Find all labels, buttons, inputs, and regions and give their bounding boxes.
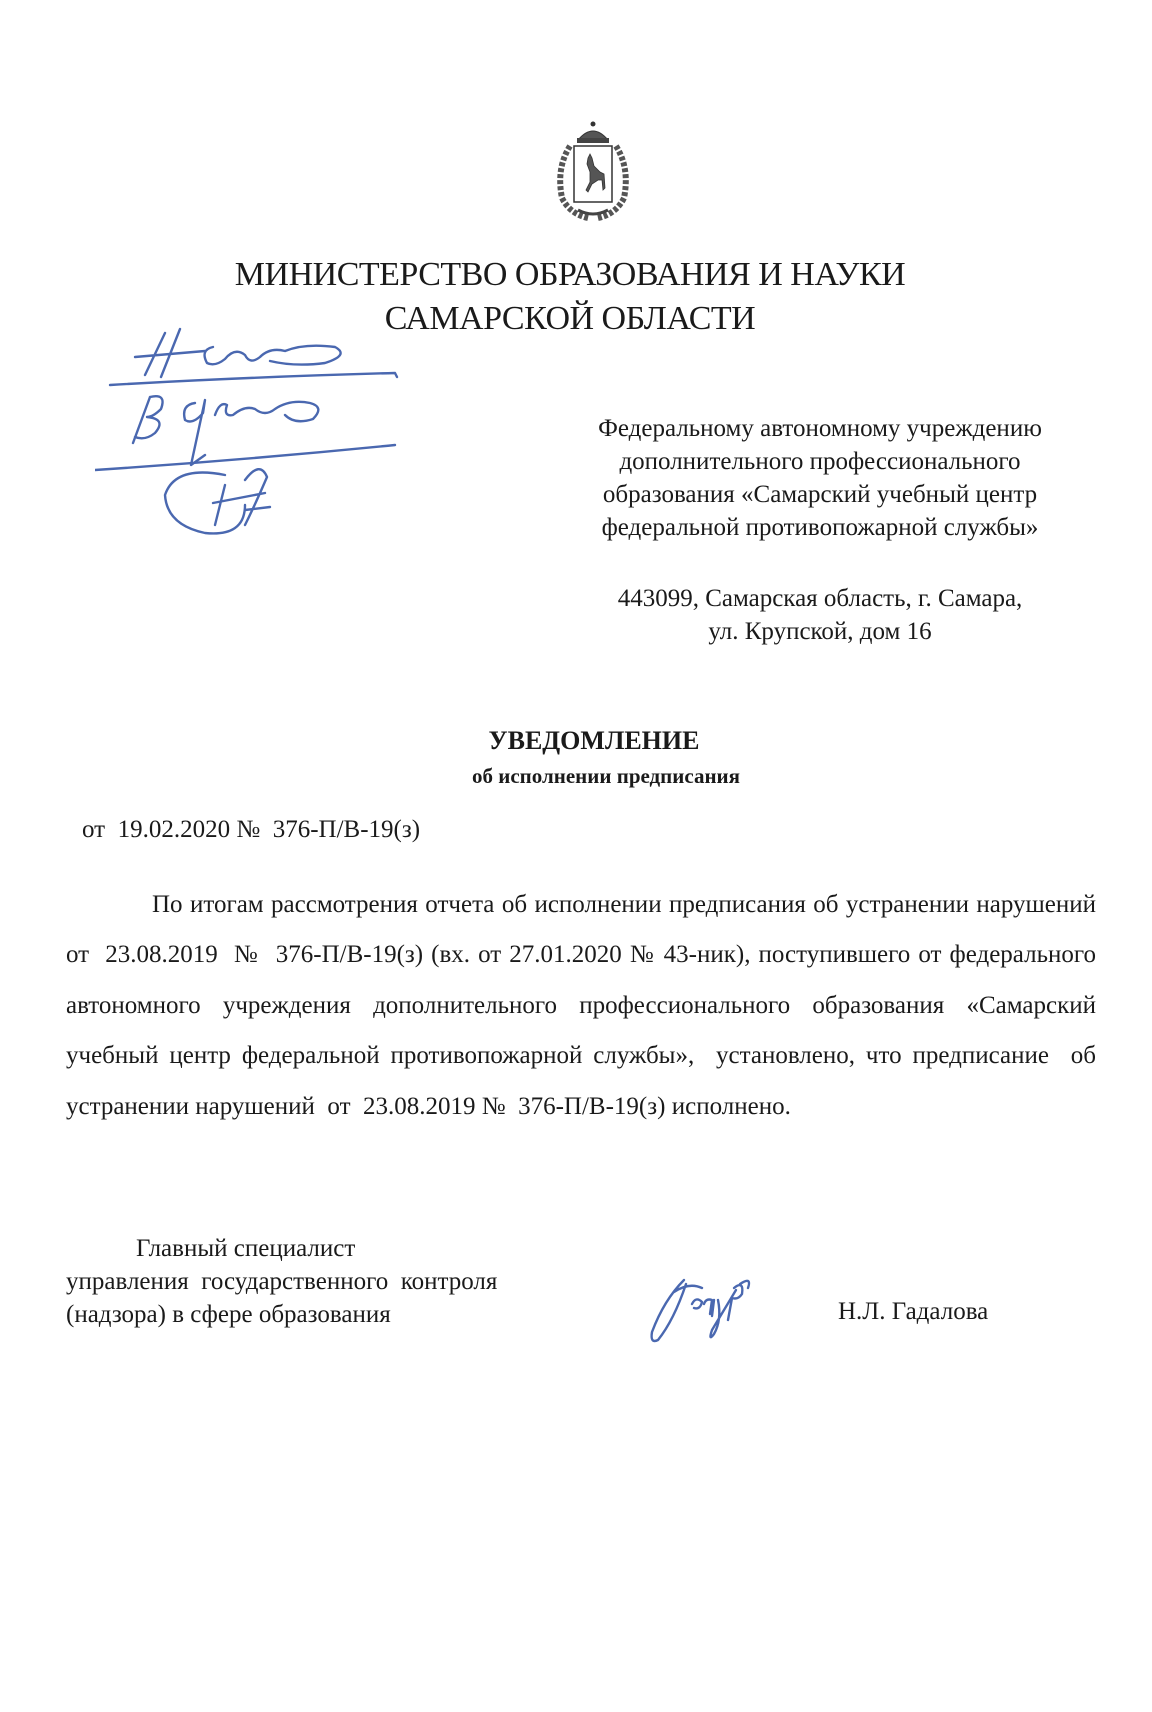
addressee-block bbox=[560, 412, 1080, 544]
handwritten-signature bbox=[644, 1270, 769, 1350]
addressee-line: Федеральному автономному учреждению bbox=[598, 415, 1042, 442]
notice-title: УВЕДОМЛЕНИЕ bbox=[488, 726, 700, 755]
addressee-line: федеральной противопожарной службы» bbox=[601, 514, 1039, 541]
position-line: (надзора) в сфере образования bbox=[66, 1301, 391, 1328]
body-paragraph: По итогам рассмотрения отчета об исполнении предписания об устранении нарушений от 23.08.2019 № 376-П/В-19(з) (вх. от 27.01.2020 № 43-ник), поступившего от федерального автономного учреждения дополнительного профессионального образования «Самарский учебный центр федеральной противопожарной службы», установлено, что предписание об устранении нарушений от 23.08.2019 № 376-П/В-19(з) исполнено. bbox=[66, 891, 1109, 1120]
address-line: ул. Крупской, дом 16 bbox=[708, 618, 932, 645]
notice-subtitle: об исполнении предписания bbox=[471, 764, 741, 788]
ministry-name-line-1: МИНИСТЕРСТВО ОБРАЗОВАНИЯ И НАУКИ bbox=[234, 256, 906, 293]
position-line: Главный специалист bbox=[136, 1235, 356, 1262]
signatory-position bbox=[66, 1232, 497, 1331]
addressee-line: образования «Самарский учебный центр bbox=[602, 481, 1038, 508]
ministry-name-line-2: САМАРСКОЙ ОБЛАСТИ bbox=[384, 300, 756, 337]
coat-of-arms-emblem bbox=[548, 118, 638, 222]
addressee-line: дополнительного профессионального bbox=[619, 448, 1021, 475]
signatory-name: Н.Л. Гадалова bbox=[838, 1298, 989, 1325]
handwritten-resolution bbox=[95, 325, 425, 540]
notice-reference: от 19.02.2020 № 376-П/В-19(з) bbox=[82, 816, 421, 843]
position-line: управления государственного контроля bbox=[66, 1268, 498, 1295]
postal-address bbox=[560, 582, 1080, 648]
address-line: 443099, Самарская область, г. Самара, bbox=[617, 585, 1023, 612]
